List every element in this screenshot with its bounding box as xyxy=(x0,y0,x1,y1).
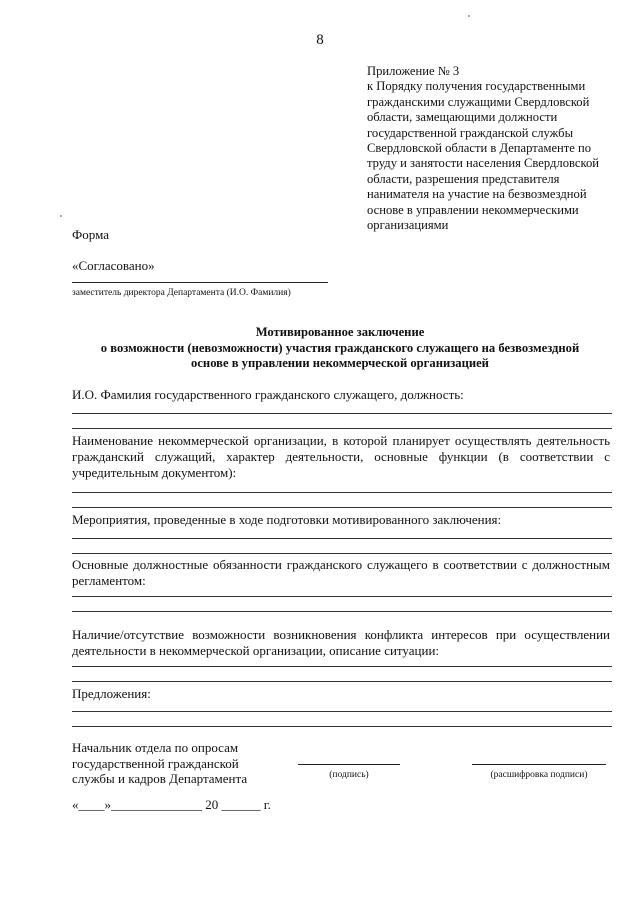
organization-input-line-2[interactable] xyxy=(72,507,612,508)
signature-caption: (подпись) xyxy=(329,770,369,780)
chief-position-line: Начальник отдела по опросам xyxy=(72,740,239,755)
chief-position-line: государственной гражданской xyxy=(72,755,239,771)
signature-decoding-caption: (расшифровка подписи) xyxy=(490,770,588,780)
organization-field-label xyxy=(72,433,610,481)
organization-text-line: Наименование некоммерческой организации, в которой планирует осуществлять деятельность xyxy=(72,433,610,448)
scan-speck xyxy=(468,15,470,17)
conflict-text-line: деятельности в некоммерческой организации, описание ситуации: xyxy=(72,643,440,658)
appendix-line: области, замещающими должности xyxy=(367,110,558,125)
measures-input-line-2[interactable] xyxy=(72,553,612,554)
appendix-line: государственной гражданской службы xyxy=(367,125,574,140)
title-line: основе в управлении некоммерческой организацией xyxy=(191,356,489,370)
employee-field-label xyxy=(72,387,610,403)
signature-line[interactable] xyxy=(298,764,400,765)
conflict-field-label xyxy=(72,627,610,659)
employee-input-line-1[interactable] xyxy=(72,413,612,414)
chief-position xyxy=(72,740,247,787)
proposals-input-line-2[interactable] xyxy=(72,726,612,727)
organization-text-line: гражданский служащий, характер деятельности, основные функции (в соответствии с xyxy=(72,449,610,464)
document-title xyxy=(60,325,620,372)
title-line: о возможности (невозможности) участия гражданского служащего на безвозмездной xyxy=(100,340,580,355)
conflict-text-line: Наличие/отсутствие возможности возникновения конфликта интересов при осуществлении xyxy=(72,627,610,642)
duties-text-line: регламентом: xyxy=(72,573,146,588)
appendix-line: организациями xyxy=(367,218,449,233)
appendix-line: области, разрешения представителя xyxy=(367,171,560,186)
appendix-line: Приложение № 3 xyxy=(367,64,460,78)
agreed-label: «Согласовано» xyxy=(72,258,155,273)
chief-position-line: службы и кадров Департамента xyxy=(72,771,248,786)
appendix-header xyxy=(367,64,617,233)
appendix-line: труду и занятости населения Свердловской xyxy=(367,156,599,171)
measures-field-text: Мероприятия, проведенные в ходе подготовки мотивированного заключения: xyxy=(72,512,502,527)
measures-field-label xyxy=(72,512,610,528)
proposals-input-line-1[interactable] xyxy=(72,711,612,712)
proposals-field-label xyxy=(72,686,610,702)
form-label: Форма xyxy=(72,227,109,242)
employee-input-line-2[interactable] xyxy=(72,428,612,429)
proposals-field-text: Предложения: xyxy=(72,686,151,701)
agreed-signature-caption: заместитель директора Департамента (И.О. Фамилия) xyxy=(72,288,291,298)
date-line[interactable]: «____»______________ 20 ______ г. xyxy=(72,797,271,812)
duties-field-label xyxy=(72,557,610,589)
measures-input-line-1[interactable] xyxy=(72,538,612,539)
appendix-line: основе в управлении некоммерческими xyxy=(367,202,579,217)
employee-field-text: И.О. Фамилия государственного гражданского служащего, должность: xyxy=(72,387,464,402)
appendix-line: нанимателя на участие на безвозмездной xyxy=(367,187,587,202)
duties-input-line-1[interactable] xyxy=(72,596,612,597)
organization-text-line: учредительным документом): xyxy=(72,465,237,480)
appendix-line: Свердловской области в Департаменте по xyxy=(367,141,592,156)
title-line: Мотивированное заключение xyxy=(255,325,425,339)
scan-speck xyxy=(60,215,62,217)
page-number: 8 xyxy=(316,32,324,48)
organization-input-line-1[interactable] xyxy=(72,492,612,493)
duties-input-line-2[interactable] xyxy=(72,611,612,612)
duties-text-line: Основные должностные обязанности гражданского служащего в соответствии с должностным xyxy=(72,557,610,572)
agreed-signature-line xyxy=(72,282,328,283)
conflict-input-line-1[interactable] xyxy=(72,666,612,667)
appendix-line: гражданскими служащими Свердловской xyxy=(367,94,590,109)
conflict-input-line-2[interactable] xyxy=(72,681,612,682)
appendix-line: к Порядку получения государственными xyxy=(367,79,586,94)
signature-decoding-line[interactable] xyxy=(472,764,606,765)
